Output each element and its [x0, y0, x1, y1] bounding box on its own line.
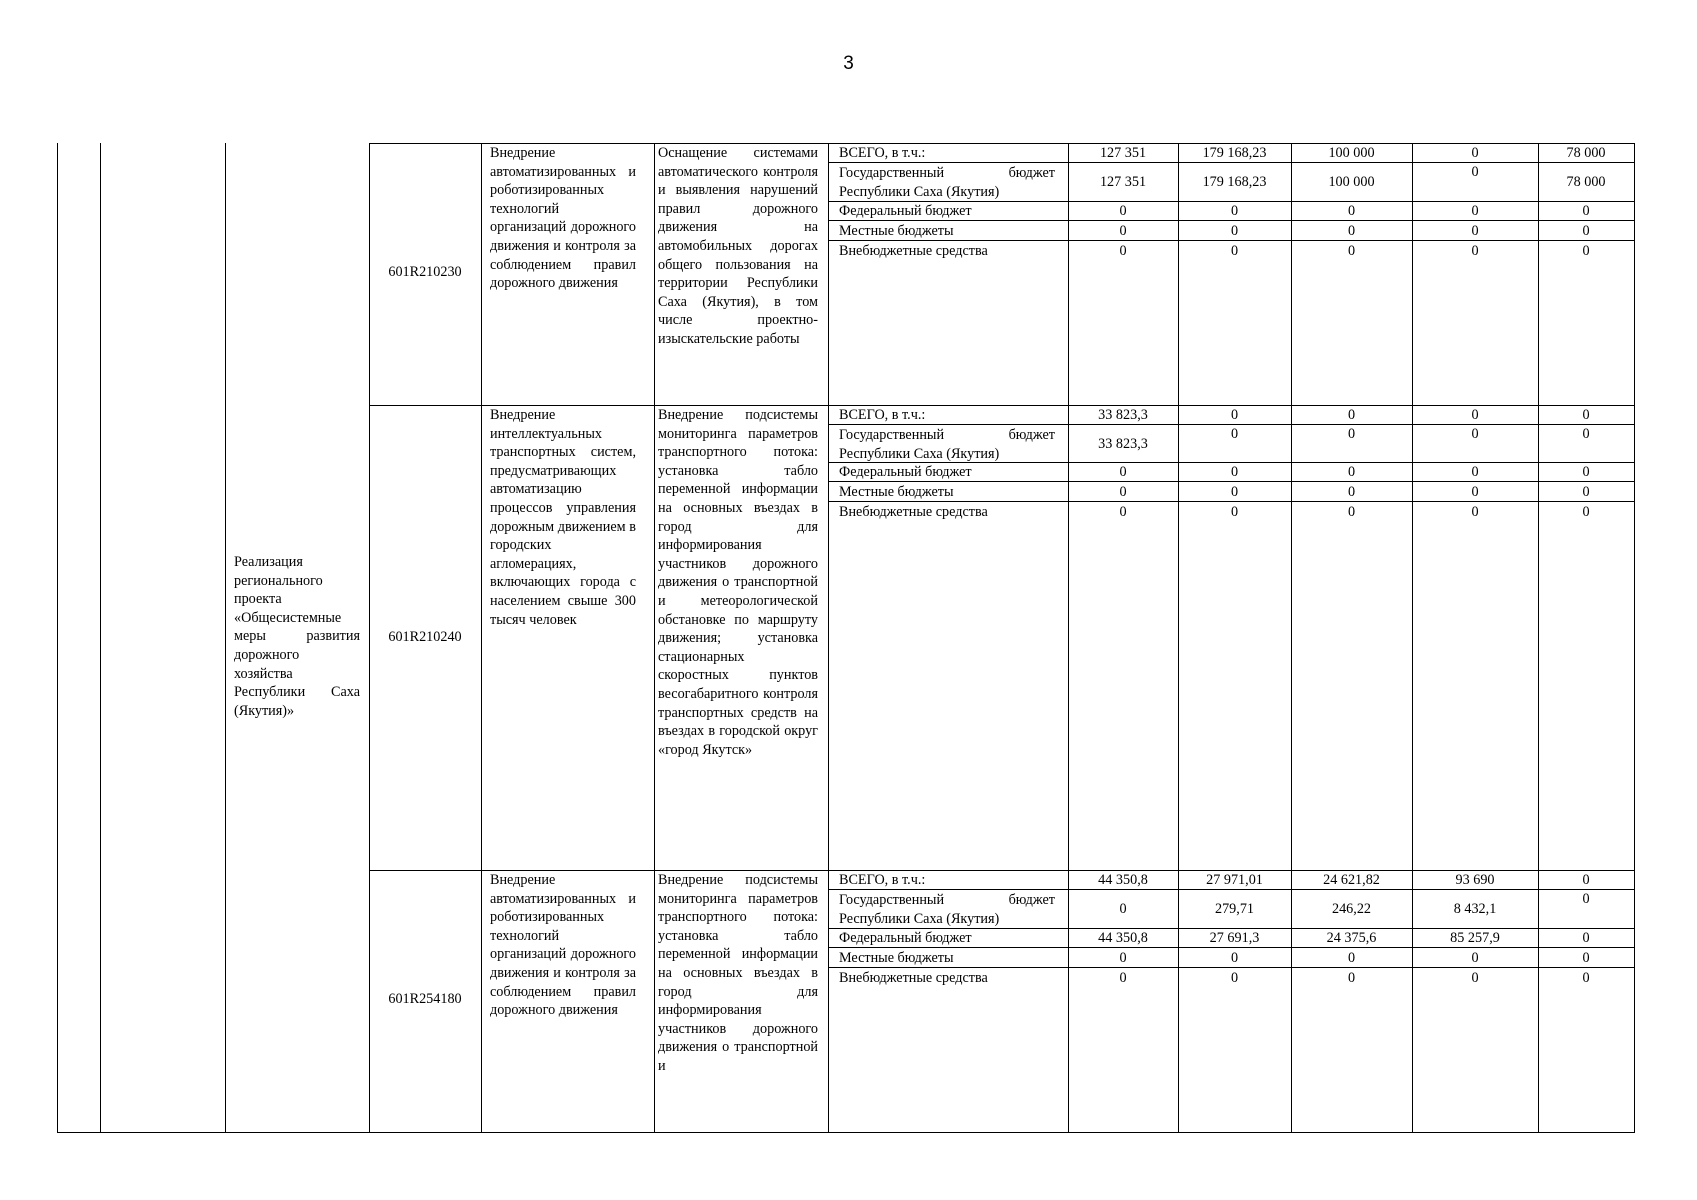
value-cell: 0: [1347, 243, 1356, 259]
value-cell: 100 000: [1328, 174, 1375, 190]
value-cell: 279,71: [1214, 901, 1254, 917]
value-cell: 0: [1347, 970, 1356, 986]
value-cell: 0: [1471, 407, 1479, 423]
value-cell: 0: [1582, 950, 1590, 966]
column-divider: [100, 143, 101, 1133]
value-cell: 0: [1471, 223, 1479, 239]
value-cell: 0: [1471, 145, 1479, 161]
value-cell: 0: [1471, 426, 1479, 442]
column-divider: [225, 143, 226, 1133]
measure-text: Внедрение интеллектуальных транспортных систем, предусматривающих автоматизацию процессов управления дорожным движением в городских агломерациях, включающих города с населением свыше 300 тысяч человек: [490, 407, 636, 628]
value-cell: 0: [1230, 243, 1239, 259]
value-cell: 0: [1119, 223, 1127, 239]
value-cell: 0: [1582, 223, 1590, 239]
value-cell: 0: [1582, 930, 1590, 946]
value-cell: 0: [1119, 484, 1127, 500]
description-text: Внедрение подсистемы мониторинга параметров транспортного потока: установка табло переменной информации на основных въездах в город для информирования участников дорожного движения о транспортной и: [658, 872, 818, 1074]
value-cell: 0: [1471, 464, 1479, 480]
column-divider: [654, 143, 655, 1133]
value-cell: 0: [1582, 891, 1590, 907]
value-cell: 27 691,3: [1209, 930, 1260, 946]
budget-code: 601R210230: [388, 264, 462, 280]
value-cell: 0: [1119, 243, 1127, 259]
value-cell: 78 000: [1566, 145, 1606, 161]
value-cell: 0: [1347, 464, 1356, 480]
value-cell: 0: [1119, 504, 1127, 520]
source-label: ВСЕГО, в т.ч.:: [839, 145, 926, 161]
value-cell: 33 823,3: [1098, 407, 1148, 423]
value-cell: 0: [1471, 484, 1479, 500]
source-label: Государственный бюджет Республики Саха (Якутия): [839, 892, 1055, 927]
value-cell: 24 375,6: [1326, 930, 1377, 946]
value-cell: 0: [1471, 950, 1479, 966]
value-cell: 44 350,8: [1098, 930, 1148, 946]
value-cell: 0: [1582, 464, 1590, 480]
value-cell: 93 690: [1455, 872, 1495, 888]
source-label: Федеральный бюджет: [839, 203, 972, 219]
value-cell: 78 000: [1566, 174, 1606, 190]
value-cell: 0: [1347, 484, 1356, 500]
value-cell: 0: [1347, 504, 1356, 520]
source-label: ВСЕГО, в т.ч.:: [839, 872, 926, 888]
value-cell: 0: [1230, 970, 1239, 986]
value-cell: 0: [1230, 407, 1239, 423]
value-cell: 179 168,23: [1202, 174, 1267, 190]
value-cell: 127 351: [1099, 145, 1147, 161]
value-cell: 0: [1347, 223, 1356, 239]
value-cell: 0: [1471, 970, 1479, 986]
budget-code: 601R210240: [388, 629, 462, 645]
budget-code: 601R254180: [388, 991, 462, 1007]
value-cell: 0: [1347, 407, 1356, 423]
value-cell: 100 000: [1328, 145, 1375, 161]
value-cell: 0: [1471, 504, 1479, 520]
value-cell: 0: [1230, 484, 1239, 500]
source-label: Внебюджетные средства: [839, 504, 988, 520]
value-cell: 0: [1471, 243, 1479, 259]
page-number: 3: [843, 53, 854, 74]
source-label: Государственный бюджет Республики Саха (Якутия): [839, 165, 1055, 200]
source-label: Государственный бюджет Республики Саха (Якутия): [839, 427, 1055, 462]
value-cell: 0: [1582, 426, 1590, 442]
source-label: Федеральный бюджет: [839, 930, 972, 946]
project-name: Реализация регионального проекта «Общесистемные меры развития дорожного хозяйства Республики Саха (Якутия)»: [234, 554, 360, 719]
value-cell: 0: [1347, 950, 1356, 966]
description-text: Внедрение подсистемы мониторинга параметров транспортного потока: установка табло переменной информации на основных въездах в город для информирования участников дорожного движения о транспортной и метеорологической обстановке по маршруту движения; установка стационарных скоростных пунктов весогабаритного контроля транспортных средств на въездах в городской округ «город Якутск»: [658, 407, 818, 758]
measure-text: Внедрение автоматизированных и роботизированных технологий организаций дорожного движения и контроля за соблюдением правил дорожного движения: [490, 145, 636, 292]
table-border-right: [1634, 143, 1635, 1133]
value-cell: 8 432,1: [1453, 901, 1497, 917]
value-cell: 0: [1119, 203, 1127, 219]
description-text: Оснащение системами автоматического контроля и выявления нарушений правил дорожного движения на автомобильных дорогах общего пользования на территории Республики Саха (Якутия), в том числе проектно-изыскательские работы: [658, 145, 818, 347]
value-cell: 179 168,23: [1202, 145, 1267, 161]
value-cell: 127 351: [1099, 174, 1147, 190]
value-cell: 44 350,8: [1098, 872, 1148, 888]
source-label: Местные бюджеты: [839, 223, 954, 239]
source-label: Федеральный бюджет: [839, 464, 972, 480]
value-cell: 0: [1582, 872, 1590, 888]
value-cell: 0: [1230, 950, 1239, 966]
value-cell: 0: [1471, 203, 1479, 219]
value-cell: 0: [1582, 970, 1590, 986]
value-cell: 0: [1119, 464, 1127, 480]
value-cell: 0: [1119, 970, 1127, 986]
value-cell: 0: [1347, 203, 1356, 219]
value-cell: 0: [1230, 203, 1239, 219]
value-cell: 0: [1582, 203, 1590, 219]
value-cell: 0: [1230, 426, 1239, 442]
table-bottom-border: [57, 1132, 1635, 1133]
value-cell: 33 823,3: [1098, 436, 1148, 452]
value-cell: 27 971,01: [1206, 872, 1263, 888]
column-divider: [828, 143, 829, 1133]
measure-text: Внедрение автоматизированных и роботизированных технологий организаций дорожного движения и контроля за соблюдением правил дорожного движения: [490, 872, 636, 1019]
value-cell: 85 257,9: [1450, 930, 1500, 946]
value-cell: 0: [1119, 950, 1127, 966]
value-cell: 0: [1582, 243, 1590, 259]
value-cell: 0: [1582, 504, 1590, 520]
column-divider: [481, 143, 482, 1133]
source-label: Внебюджетные средства: [839, 243, 988, 259]
source-label: Местные бюджеты: [839, 484, 954, 500]
value-cell: 0: [1230, 464, 1239, 480]
value-cell: 0: [1119, 901, 1127, 917]
value-cell: 24 621,82: [1323, 872, 1380, 888]
value-cell: 246,22: [1331, 901, 1371, 917]
value-cell: 0: [1582, 407, 1590, 423]
value-cell: 0: [1230, 223, 1239, 239]
value-cell: 0: [1582, 484, 1590, 500]
table-border-left: [57, 143, 58, 1133]
source-label: ВСЕГО, в т.ч.:: [839, 407, 926, 423]
source-label: Внебюджетные средства: [839, 970, 988, 986]
value-cell: 0: [1347, 426, 1356, 442]
source-label: Местные бюджеты: [839, 950, 954, 966]
value-cell: 0: [1471, 164, 1479, 180]
value-cell: 0: [1230, 504, 1239, 520]
